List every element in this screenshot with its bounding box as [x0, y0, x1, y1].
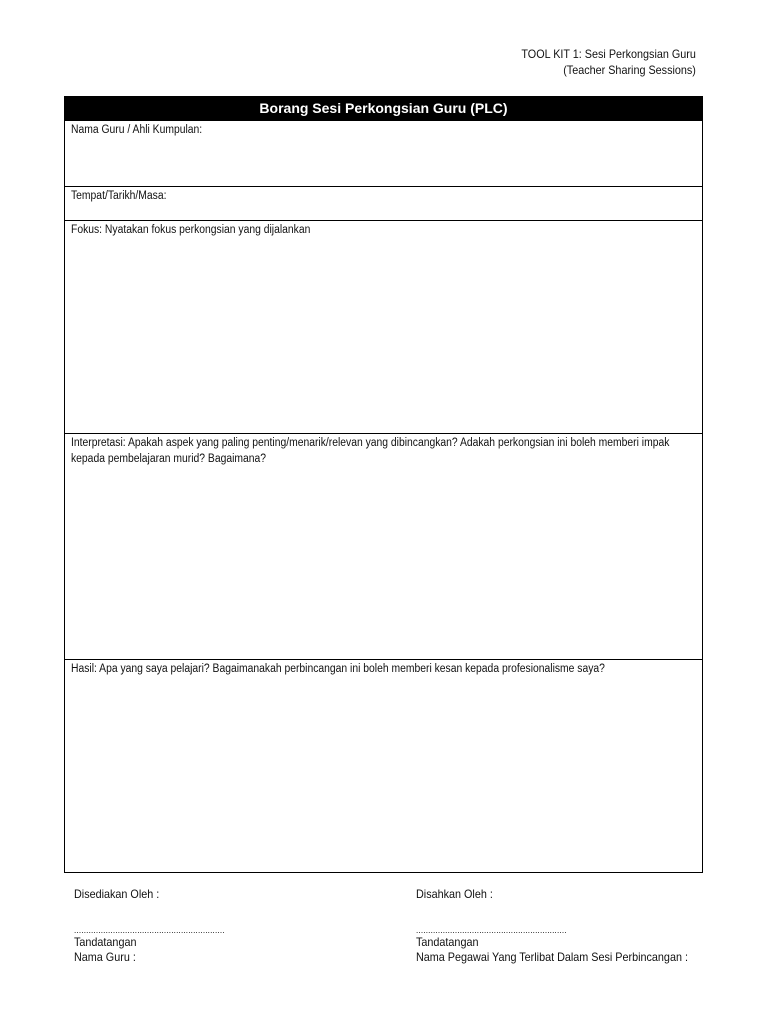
hasil-section[interactable] [65, 659, 702, 873]
toolkit-subtitle: (Teacher Sharing Sessions) [563, 63, 696, 77]
nama-guru-label: Nama Guru / Ahli Kumpulan: [71, 124, 203, 136]
fokus-section[interactable] [65, 220, 702, 433]
form-title: Borang Sesi Perkongsian Guru (PLC) [65, 97, 702, 120]
tempat-tarikh-masa-label: Tempat/Tarikh/Masa: [71, 190, 167, 202]
prepared-by-heading: Disediakan Oleh : [74, 887, 160, 901]
tempat-tarikh-masa-section[interactable] [65, 186, 702, 220]
prepared-by-block [74, 887, 225, 965]
plc-form [64, 96, 703, 873]
approved-by-tandatangan: Tandatangan [416, 935, 479, 949]
prepared-by-tandatangan: Tandatangan [74, 935, 137, 949]
nama-guru-section[interactable] [65, 120, 702, 186]
hasil-label: Hasil: Apa yang saya pelajari? Bagaimanakah perbincangan ini boleh memberi kesan kepada profesionalisme saya? [71, 663, 605, 675]
approved-by-signature-line: .............................................................. [416, 925, 567, 935]
approved-by-heading: Disahkan Oleh : [416, 887, 493, 901]
prepared-by-signature-line: .............................................................. [74, 925, 225, 935]
toolkit-title: TOOL KIT 1: Sesi Perkongsian Guru [521, 47, 696, 61]
prepared-by-name-label: Nama Guru : [74, 950, 136, 964]
approved-by-name-label: Nama Pegawai Yang Terlibat Dalam Sesi Perbincangan : [416, 950, 688, 964]
fokus-label: Fokus: Nyatakan fokus perkongsian yang dijalankan [71, 224, 311, 236]
approved-by-block [416, 887, 688, 965]
interpretasi-label: Interpretasi: Apakah aspek yang paling penting/menarik/relevan yang dibincangkan? Adakah perkongsian ini boleh memberi impak kepada pembelajaran murid? Bagaimana? [71, 437, 670, 465]
interpretasi-section[interactable] [65, 433, 702, 659]
toolkit-header [522, 46, 696, 78]
